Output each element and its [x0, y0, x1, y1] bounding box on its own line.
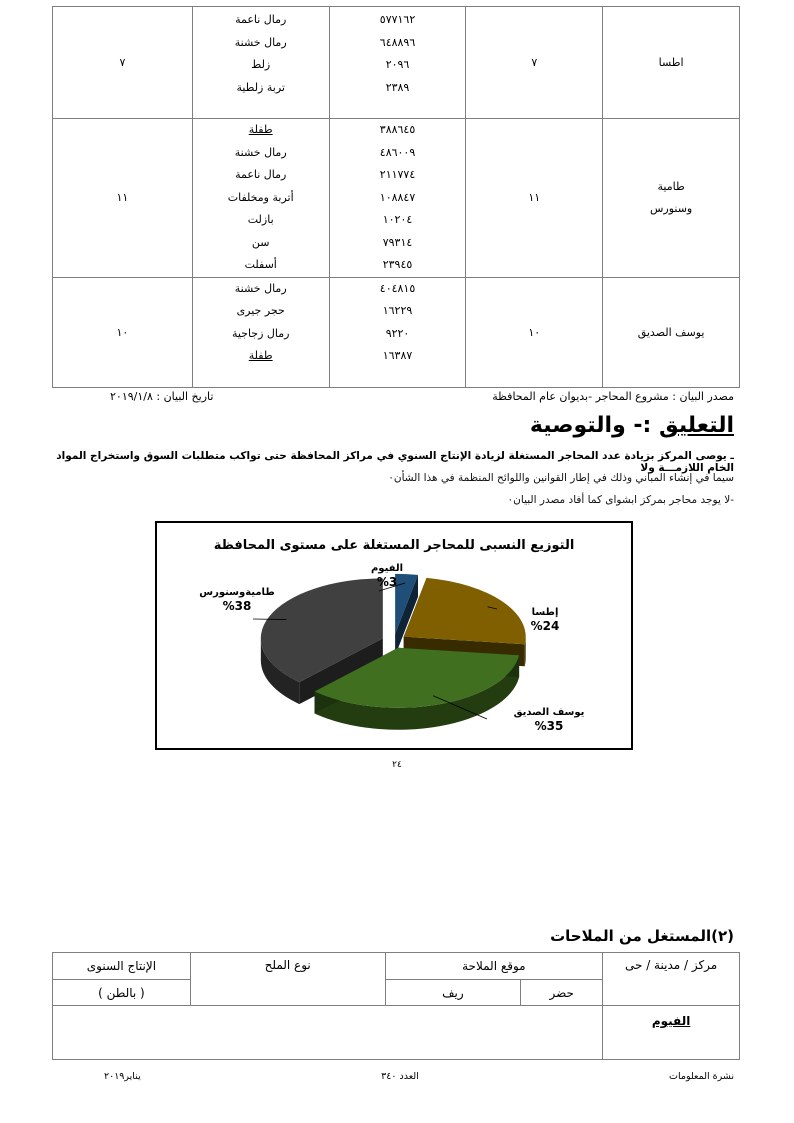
material-name: تربة زلطية — [236, 80, 285, 94]
footer-date: يناير٢٠١٩ — [104, 1071, 141, 1082]
production-value: ٣٨٨٦٤٥ — [379, 123, 416, 136]
production-cell — [329, 277, 466, 387]
material-name: رمال ناعمة — [235, 168, 287, 181]
material-name: سن — [251, 235, 270, 249]
materials-cell — [192, 7, 329, 119]
row-center: الفيوم — [603, 1006, 740, 1060]
header-production: الإنتاج السنوى — [53, 953, 191, 980]
production-value: ٤٨٦٠٠٩ — [379, 145, 416, 159]
header-location: موقع الملاحة — [385, 953, 603, 980]
comment-heading-rest: :- والتوصية — [529, 413, 659, 438]
production-value: ١٠٨٨٤٧ — [379, 190, 416, 204]
production-cell — [329, 7, 466, 119]
count-cell: ٧ — [466, 7, 603, 119]
material-name: طفلة — [248, 349, 273, 362]
production-value: ٤٠٤٨١٥ — [379, 281, 416, 295]
material-name: رمال خشنة — [234, 281, 287, 295]
chart-title: التوزيع النسبى للمحاجر المستغلة على مستوى المحافظة — [213, 538, 575, 553]
center-cell: اطسا — [603, 7, 740, 119]
pie-chart-svg — [157, 523, 631, 748]
slice-category-label: يوسف الصديق — [513, 707, 585, 718]
production-value: ١٦٣٨٧ — [382, 349, 413, 362]
count-cell: ١١ — [466, 119, 603, 278]
total-cell: ١٠ — [53, 277, 193, 387]
center-cell: يوسف الصديق — [603, 277, 740, 387]
material-name: حجر جيرى — [236, 304, 285, 317]
comment-heading — [530, 413, 734, 438]
header-salt-type: نوع الملح — [190, 953, 385, 1006]
recommendation-line-3: -لا يوجد محاجر بمركز ابشواى كما أفاد مصدر البيان٠ — [507, 494, 734, 506]
center-name-line: طامية — [657, 179, 685, 193]
saltworks-table — [52, 952, 740, 1060]
header-row — [53, 953, 740, 980]
slice-percent-label: %24 — [530, 619, 560, 633]
recommendation-line-1: ـ يوصى المركز بزيادة عدد المحاجر المستغلة لزيادة الإنتاج السنوي في مراكز المحافظة حتى تواكب متطلبات السوق واستخراج المواد الخام اللازمـــة ولا — [56, 450, 734, 474]
production-value: ١٠٢٠٤ — [382, 213, 413, 226]
footer-issue: العدد ٣٤٠ — [381, 1071, 419, 1082]
production-value: ٩٢٢٠ — [385, 326, 410, 340]
quarries-table — [52, 6, 740, 388]
materials-cell — [192, 277, 329, 387]
header-production-unit: ( بالطن ) — [53, 980, 191, 1006]
production-value: ١٦٢٢٩ — [382, 304, 413, 317]
material-name: رمال خشنة — [234, 35, 287, 49]
header-urban: حضر — [521, 980, 603, 1006]
material-name: رمال خشنة — [234, 145, 287, 159]
material-name: أسفلت — [244, 258, 277, 271]
production-value: ٢١١٧٧٤ — [379, 168, 416, 181]
row-empty — [53, 1006, 603, 1060]
production-value: ٥٧٧١٦٢ — [379, 13, 416, 26]
page-number: ٢٤ — [392, 760, 402, 770]
material-name: رمال زجاجية — [231, 326, 290, 340]
total-cell: ٧ — [53, 7, 193, 119]
center-cell — [603, 119, 740, 278]
table-row — [53, 277, 740, 387]
material-name: طفلة — [248, 123, 273, 136]
data-source: مصدر البيان : مشروع المحاجر -بديوان عام المحافظة — [492, 390, 734, 403]
material-name: بازلت — [247, 213, 274, 226]
slice-category-label: إطسا — [531, 607, 559, 618]
center-name-line: وسنورس — [649, 201, 693, 215]
footer-publication: نشرة المعلومات — [669, 1071, 734, 1082]
slice-category-label: الفيوم — [370, 563, 404, 574]
materials-cell — [192, 119, 329, 278]
pie-chart — [155, 521, 633, 750]
material-name: رمال ناعمة — [235, 13, 287, 26]
table-row — [53, 119, 740, 278]
production-value: ٢٣٩٤٥ — [382, 258, 413, 271]
recommendation-line-2: سيما في إنشاء المباني وذلك في إطار القوانين واللوائح المنظمة في هذا الشأن٠ — [388, 472, 734, 484]
header-center: مركز / مدينة / حى — [603, 953, 740, 1006]
header-rural: ريف — [385, 980, 521, 1006]
slice-percent-label: %38 — [222, 599, 252, 613]
production-cell — [329, 119, 466, 278]
slice-percent-label: %3 — [376, 575, 398, 589]
comment-heading-main: التعليق — [659, 413, 734, 438]
material-name: زلط — [251, 58, 271, 71]
production-value: ٧٩٣١٤ — [382, 235, 413, 249]
count-cell: ١٠ — [466, 277, 603, 387]
table-row — [53, 7, 740, 119]
pie-slice-top — [404, 578, 526, 644]
total-cell: ١١ — [53, 119, 193, 278]
production-value: ٦٤٨٨٩٦ — [379, 35, 416, 49]
table-row — [53, 1006, 740, 1060]
data-date: تاريخ البيان : ٢٠١٩/١/٨ — [110, 390, 214, 403]
slice-percent-label: %35 — [534, 719, 564, 733]
section-title: (٢)المستغل من الملاحات — [550, 927, 734, 945]
slice-category-label: طاميةوسنورس — [199, 587, 275, 598]
production-value: ٢٠٩٦ — [385, 58, 410, 71]
material-name: أتربة ومخلفات — [227, 190, 294, 204]
production-value: ٢٣٨٩ — [385, 80, 410, 94]
